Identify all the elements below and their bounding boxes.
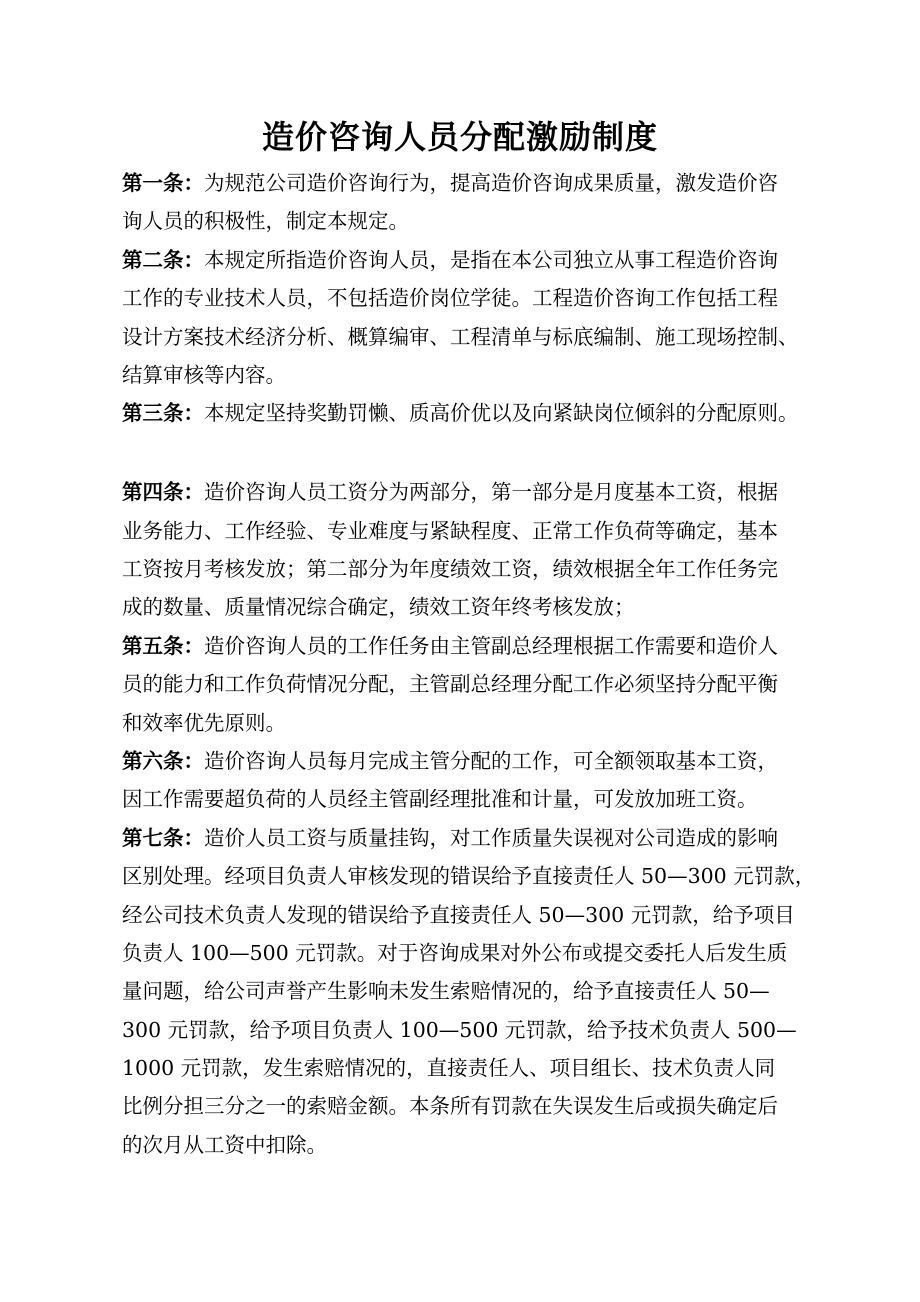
text-line (122, 819, 832, 857)
document-title: 造价咨询人员分配激励制度 (261, 118, 658, 156)
article-label: 第四条： (122, 480, 204, 505)
article-paragraph (122, 742, 832, 819)
article-text: 本规定所指造价咨询人员，是指在本公司独立从事工程造价咨询 (204, 247, 778, 272)
article-text: 经公司技术负责人发现的错误给予直接责任人 50—300 元罚款，给予项目 (122, 902, 795, 927)
article-text: 询人员的积极性，制定本规定。 (122, 209, 409, 234)
text-line (122, 934, 832, 972)
article-text: 员的能力和工作负荷情况分配，主管副总经理分配工作必须坚持分配平衡 (122, 672, 778, 697)
text-line (122, 202, 832, 240)
article-text: 300 元罚款，给予项目负责人 100—500 元罚款，给予技术负责人 500— (122, 1017, 797, 1042)
article-label: 第一条： (122, 171, 204, 195)
article-text: 造价咨询人员每月完成主管分配的工作，可全额领取基本工资， (204, 748, 778, 773)
article-text: 区别处理。经项目负责人审核发现的错误给予直接责任人 50—300 元罚款， (122, 864, 816, 889)
text-line (122, 279, 832, 317)
text-line (122, 1087, 832, 1125)
text-line (122, 704, 832, 742)
document-body (122, 164, 832, 1164)
article-text: 工作的专业技术人员，不包括造价岗位学徒。工程造价咨询工作包括工程 (122, 286, 778, 311)
text-line (122, 241, 832, 279)
article-text: 和效率优先原则。 (122, 710, 286, 735)
article-label: 第七条： (122, 825, 204, 850)
article-text: 工资按月考核发放；第二部分为年度绩效工资，绩效根据全年工作任务完 (122, 557, 778, 582)
text-line (122, 1011, 832, 1049)
text-line (122, 742, 832, 780)
article-text: 本规定坚持奖勤罚懒、质高价优以及向紧缺岗位倾斜的分配原则。 (204, 401, 799, 426)
article-label: 第二条： (122, 247, 204, 272)
text-line (122, 1049, 832, 1087)
text-line (122, 896, 832, 934)
article-paragraph (122, 627, 832, 742)
text-line (122, 857, 832, 895)
text-line (122, 972, 832, 1010)
article-text: 造价咨询人员工资分为两部分，第一部分是月度基本工资，根据 (204, 480, 778, 505)
article-text: 量问题，给公司声誉产生影响未发生索赔情况的，给予直接责任人 50— (122, 979, 770, 1004)
article-text: 设计方案技术经济分析、概算编审、工程清单与标底编制、施工现场控制、 (122, 324, 799, 349)
article-text: 造价人员工资与质量挂钩，对工作质量失误视对公司造成的影响 (204, 825, 778, 850)
article-text: 比例分担三分之一的索赔金额。本条所有罚款在失误发生后或损失确定后 (122, 1094, 778, 1119)
article-text: 业务能力、工作经验、专业难度与紧缺程度、正常工作负荷等确定，基本 (122, 518, 778, 543)
article-label: 第三条： (122, 401, 204, 426)
article-text: 结算审核等内容。 (122, 362, 286, 387)
article-text: 1000 元罚款，发生索赔情况的，直接责任人、项目组长、技术负责人同 (122, 1056, 776, 1081)
article-text: 为规范公司造价咨询行为，提高造价咨询成果质量，激发造价咨 (204, 171, 778, 195)
article-paragraph (122, 394, 832, 432)
text-line (122, 318, 832, 356)
article-text: 成的数量、质量情况综合确定，绩效工资年终考核发放； (122, 595, 635, 620)
text-line (122, 1126, 832, 1164)
text-line (122, 473, 832, 511)
article-text: 因工作需要超负荷的人员经主管副经理批准和计量，可发放加班工资。 (122, 787, 758, 812)
article-text: 造价咨询人员的工作任务由主管副总经理根据工作需要和造价人 (204, 633, 778, 658)
blank-line (122, 433, 832, 474)
text-line (122, 356, 832, 394)
article-paragraph (122, 819, 832, 1165)
text-line (122, 588, 832, 626)
article-paragraph (122, 473, 832, 627)
text-line (122, 780, 832, 818)
article-text: 的次月从工资中扣除。 (122, 1132, 327, 1157)
article-text: 负责人 100—500 元罚款。对于咨询成果对外公布或提交委托人后发生质 (122, 940, 788, 965)
article-paragraph (122, 164, 832, 241)
article-label: 第六条： (122, 748, 204, 773)
article-paragraph (122, 241, 832, 395)
text-line (122, 665, 832, 703)
text-line (122, 164, 832, 202)
text-line (122, 550, 832, 588)
text-line (122, 512, 832, 550)
article-label: 第五条： (122, 633, 204, 658)
text-line (122, 627, 832, 665)
text-line (122, 394, 832, 432)
